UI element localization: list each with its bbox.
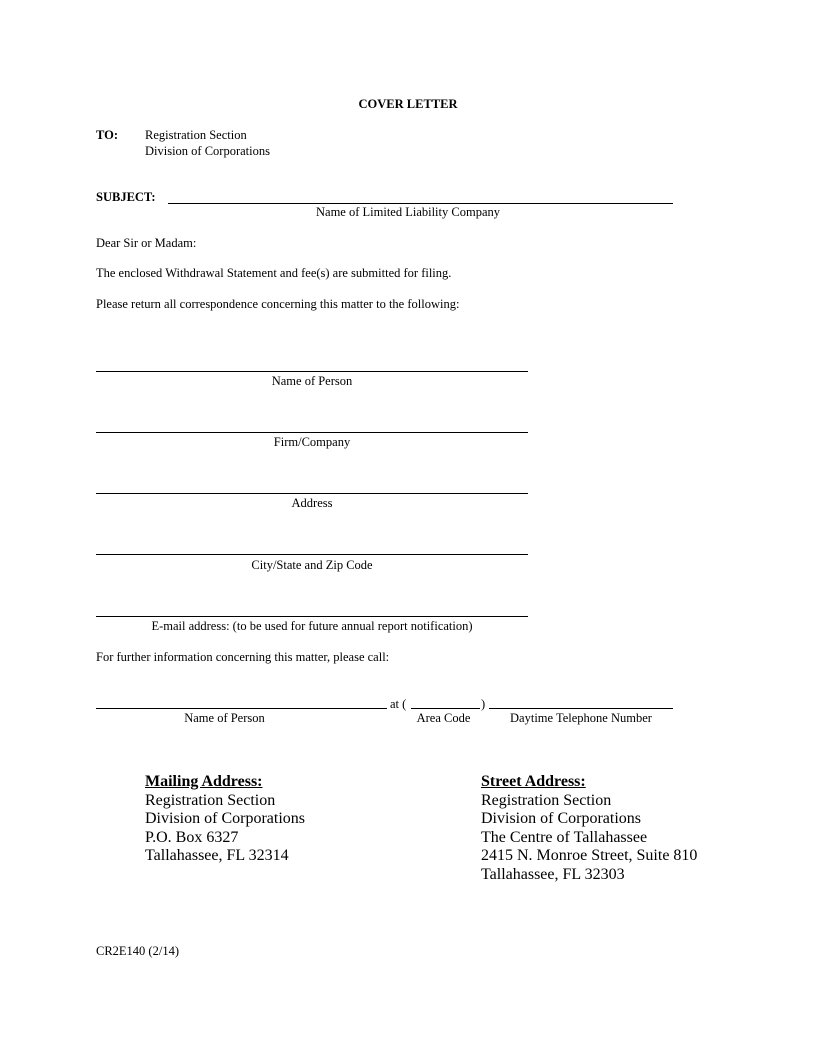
street-address — [481, 773, 697, 884]
contact-name-caption: Name of Person — [184, 711, 265, 725]
mailing-address-line: P.O. Box 6327 — [145, 828, 239, 846]
subject-caption: Name of Limited Liability Company — [316, 205, 500, 219]
contact-name-field-line[interactable] — [96, 708, 387, 709]
street-address-heading: Street Address: — [481, 773, 586, 790]
name-field-line[interactable] — [96, 371, 528, 372]
firm-caption: Firm/Company — [273, 435, 351, 449]
street-address-line: The Centre of Tallahassee — [481, 828, 648, 846]
address-caption: Address — [291, 496, 333, 510]
phone-close-paren: ) — [481, 697, 486, 711]
street-address-line: Registration Section — [481, 791, 612, 809]
city-field-line[interactable] — [96, 554, 528, 555]
mailing-address-line: Division of Corporations — [145, 810, 305, 827]
subject-field-line[interactable] — [168, 203, 673, 204]
email-caption: E-mail address: (to be used for future annual report notification) — [151, 619, 473, 633]
telephone-caption: Daytime Telephone Number — [510, 711, 652, 725]
email-field-line[interactable] — [96, 616, 528, 617]
form-id: CR2E140 (2/14) — [96, 944, 179, 958]
mailing-address-line: Tallahassee, FL 32314 — [145, 847, 289, 864]
city-caption: City/State and Zip Code — [251, 558, 373, 572]
to-line-1: Registration Section — [145, 128, 247, 142]
page-title: COVER LETTER — [358, 97, 458, 111]
area-code-field-line[interactable] — [411, 708, 480, 709]
firm-field-line[interactable] — [96, 432, 528, 433]
phone-at-text: at ( — [390, 697, 407, 711]
mailing-address-line: Registration Section — [145, 791, 276, 809]
to-label: TO: — [96, 128, 118, 142]
subject-label: SUBJECT: — [96, 190, 156, 204]
mailing-address-heading: Mailing Address: — [145, 773, 263, 790]
body-paragraph-2: Please return all correspondence concerning this matter to the following: — [96, 297, 460, 311]
telephone-field-line[interactable] — [489, 708, 673, 709]
further-info-text: For further information concerning this matter, please call: — [96, 650, 390, 664]
street-address-line: Division of Corporations — [481, 810, 641, 827]
body-paragraph-1: The enclosed Withdrawal Statement and fee(s) are submitted for filing. — [96, 266, 452, 280]
salutation: Dear Sir or Madam: — [96, 236, 197, 250]
address-field-line[interactable] — [96, 493, 528, 494]
street-address-line: 2415 N. Monroe Street, Suite 810 — [481, 847, 698, 864]
area-code-caption: Area Code — [416, 711, 471, 725]
street-address-line: Tallahassee, FL 32303 — [481, 865, 625, 883]
name-caption: Name of Person — [271, 374, 353, 388]
mailing-address — [145, 773, 305, 866]
to-line-2: Division of Corporations — [145, 144, 270, 158]
